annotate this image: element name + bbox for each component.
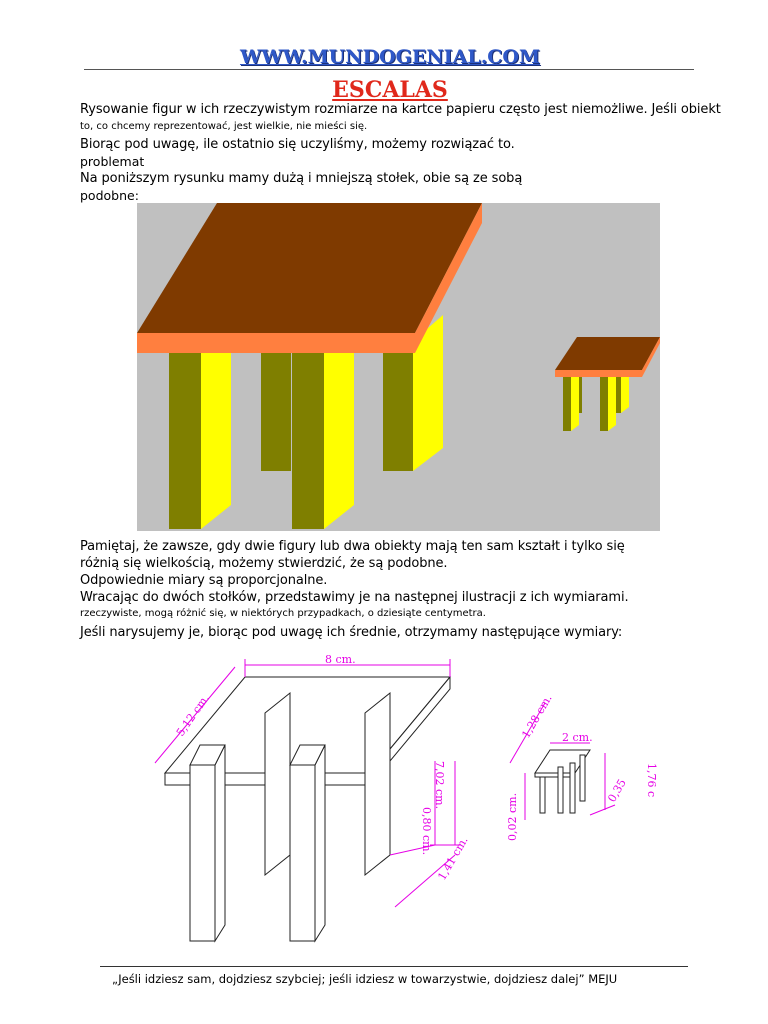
stools-color-figure <box>137 203 660 531</box>
small-stool-front-left-leg <box>563 377 571 431</box>
big-stool-back-left-leg <box>261 353 291 471</box>
small-stool-front-right-leg <box>600 377 608 431</box>
intro-line-6: podobne: <box>80 188 139 203</box>
big-stool-front-left-leg-side <box>201 353 231 529</box>
big-stool-front-right-leg <box>292 353 324 529</box>
footer-divider <box>100 966 688 967</box>
big-stool-front-left-leg <box>169 353 201 529</box>
intro-line-2: to, co chcemy reprezentować, jest wielkie, nie mieści się. <box>80 121 368 132</box>
middle-line-2: różnią się wielkością, możemy stwierdzić, że są podobne. <box>80 556 448 571</box>
big-leg-depth-label: 1,41 cm. <box>435 834 471 883</box>
small-stool-front-left-leg-side <box>571 377 579 431</box>
small-stool-seat-top <box>555 337 660 370</box>
small-width-label: 2 cm. <box>562 731 593 744</box>
intro-line-3: Biorąc pod uwagę, ile ostatnio się uczyliśmy, możemy rozwiązać to. <box>80 137 515 152</box>
big-width-label: 8 cm. <box>325 653 356 666</box>
middle-line-1: Pamiętaj, że zawsze, gdy dwie figury lub dwa obiekty mają ten sam kształt i tylko się <box>80 539 625 554</box>
page-title: ESCALAS <box>332 77 448 103</box>
middle-line-4: Wracając do dwóch stołków, przedstawimy je na następnej ilustracji z ich wymiarami. <box>80 590 629 605</box>
big-leg-label: 0,80 cm. <box>420 807 433 856</box>
small-height-label: 1,76 c <box>645 763 658 798</box>
stools-dimension-figure <box>150 645 670 945</box>
small-stool-front-right-leg-side <box>608 377 616 431</box>
footer-quote: „Jeśli idziesz sam, dojdziesz szybciej; jeśli idziesz w towarzystwie, dojdziesz dalej” MEJU <box>112 972 618 986</box>
big-depth-label: 5,12 cm. <box>173 691 213 739</box>
big-stool-seat-front-edge <box>137 333 415 353</box>
big-stool-front-right-leg-side <box>324 353 354 529</box>
middle-line-3: Odpowiednie miary są proporcjonalne. <box>80 573 328 588</box>
big-stool-back-right-leg <box>383 341 413 471</box>
middle-line-5: rzeczywiste, mogą różnić się, w niektórych przypadkach, o dziesiąte centymetra. <box>80 608 486 619</box>
small-leg-label: 0,35 <box>605 776 629 805</box>
small-stool-wireframe <box>535 750 590 813</box>
big-stool-wireframe <box>165 677 450 941</box>
small-leg-width-label: 0,02 cm. <box>506 792 519 841</box>
middle-line-6: Jeśli narysujemy je, biorąc pod uwagę ich średnie, otrzymamy następujące wymiary: <box>80 625 623 640</box>
intro-line-1: Rysowanie figur w ich rzeczywistym rozmiarze na kartce papieru często jest niemożliwe. Jeśli obiekt <box>80 102 721 117</box>
small-stool-seat-front-edge <box>555 370 642 377</box>
site-url-header[interactable]: WWW.MUNDOGENIAL.COM <box>239 46 541 68</box>
big-height-label: 7,02 cm. <box>433 761 446 810</box>
header-divider <box>84 69 694 70</box>
intro-line-5: Na poniższym rysunku mamy dużą i mniejszą stołek, obie są ze sobą <box>80 171 523 186</box>
small-depth-label: 1,28 cm. <box>519 692 555 741</box>
intro-line-4: problemat <box>80 154 145 169</box>
